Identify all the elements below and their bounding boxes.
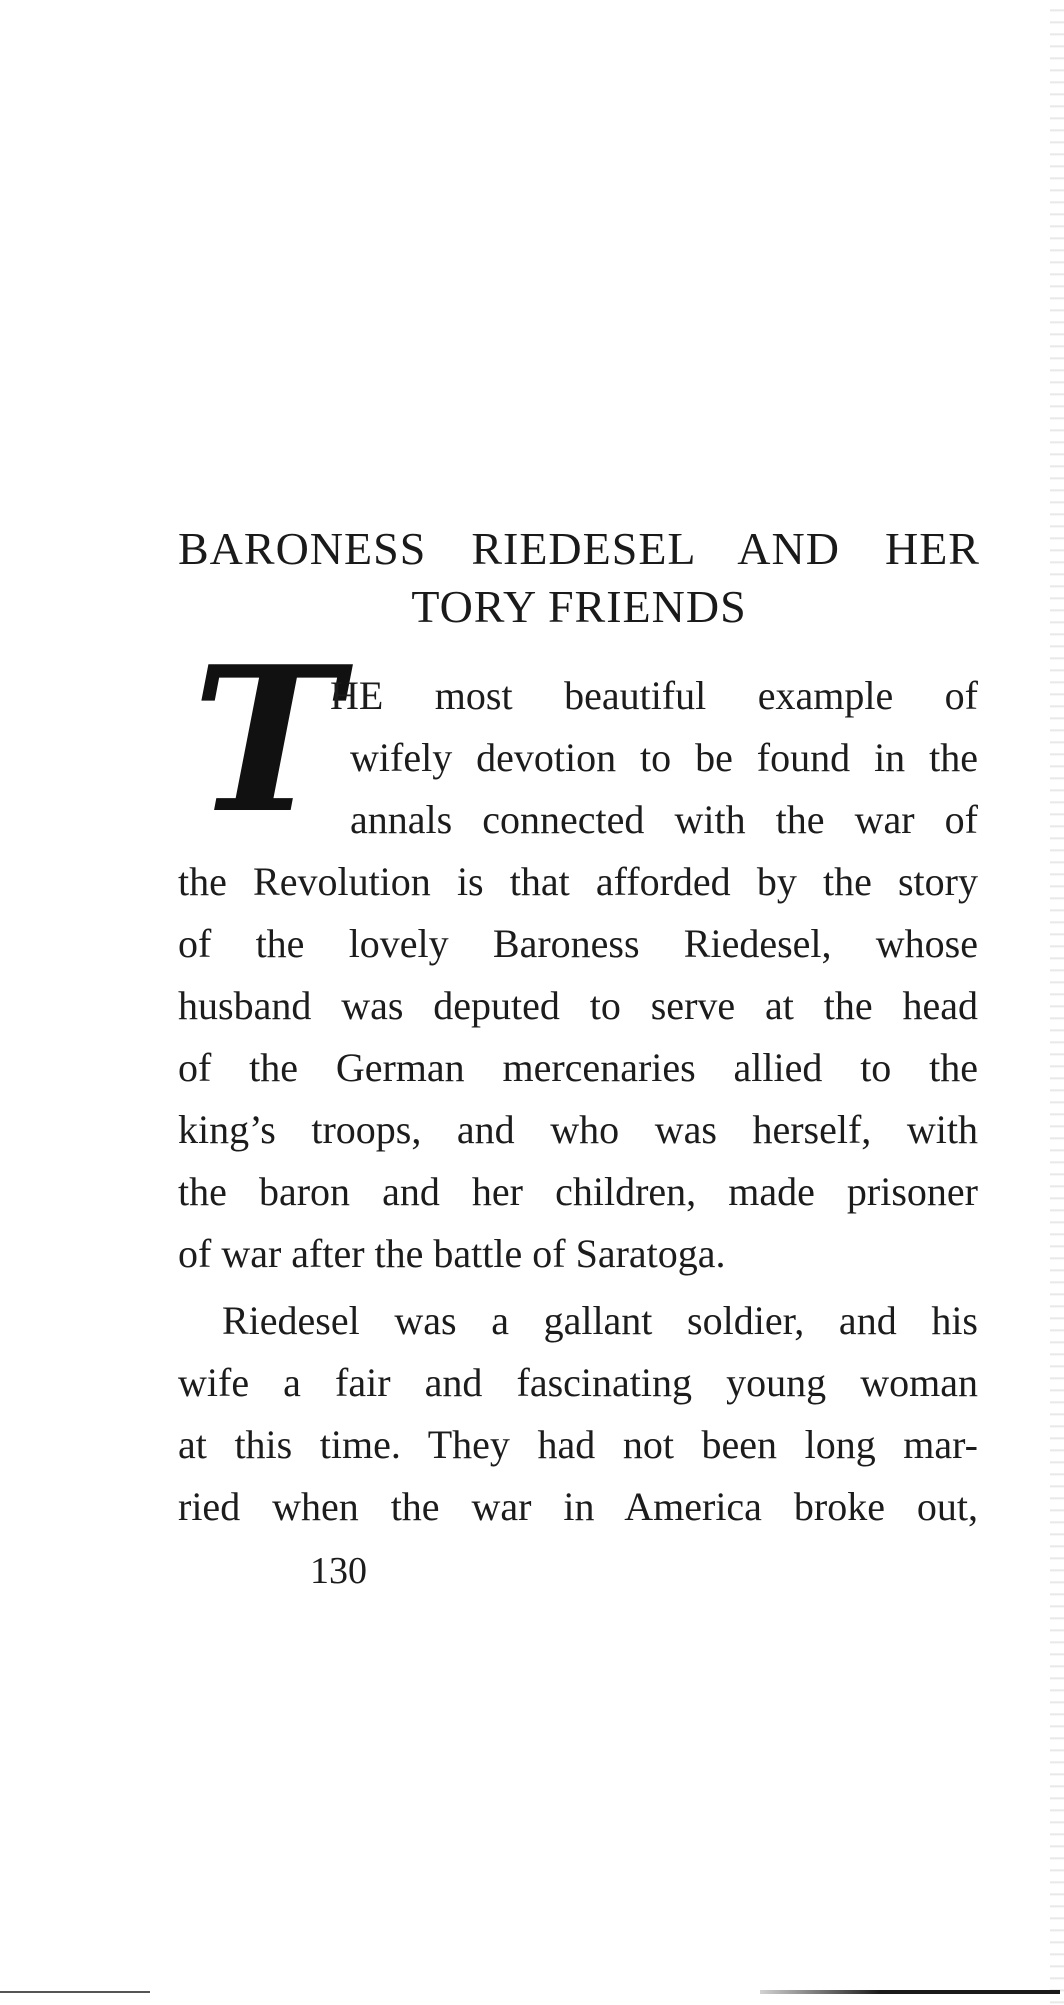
chapter-title-line-1: BARONESS RIEDESEL AND HER [178,523,980,574]
text-line: of war after the battle of Saratoga. [178,1231,726,1276]
drop-cap: T [192,623,341,858]
text-line: ried when the war in America broke out, [178,1484,978,1529]
chapter-title-line-2: TORY FRIENDS [411,581,747,632]
scan-edge-bottom-left [0,1991,150,1993]
scan-edge-right [1050,0,1064,2005]
text-line: annals connected with the war of [350,797,978,842]
page-number: 130 [310,1550,367,1592]
text-line: king’s troops, and who was herself, with [178,1107,978,1152]
text-line: husband was deputed to serve at the head [178,983,978,1028]
text-line: the Revolution is that afforded by the story [178,859,978,904]
text-line: HE most beautiful example of [330,673,978,718]
text-line: the baron and her children, made prisoner [178,1169,978,1214]
text-line: of the lovely Baroness Riedesel, whose [178,921,978,966]
scan-edge-bottom-right [760,1990,1060,1994]
text-line: of the German mercenaries allied to the [178,1045,978,1090]
text-line: wifely devotion to be found in the [350,735,978,780]
text-line: at this time. They had not been long mar- [178,1422,978,1467]
text-line: wife a fair and fascinating young woman [178,1360,978,1405]
text-line: Riedesel was a gallant soldier, and his [222,1298,978,1343]
